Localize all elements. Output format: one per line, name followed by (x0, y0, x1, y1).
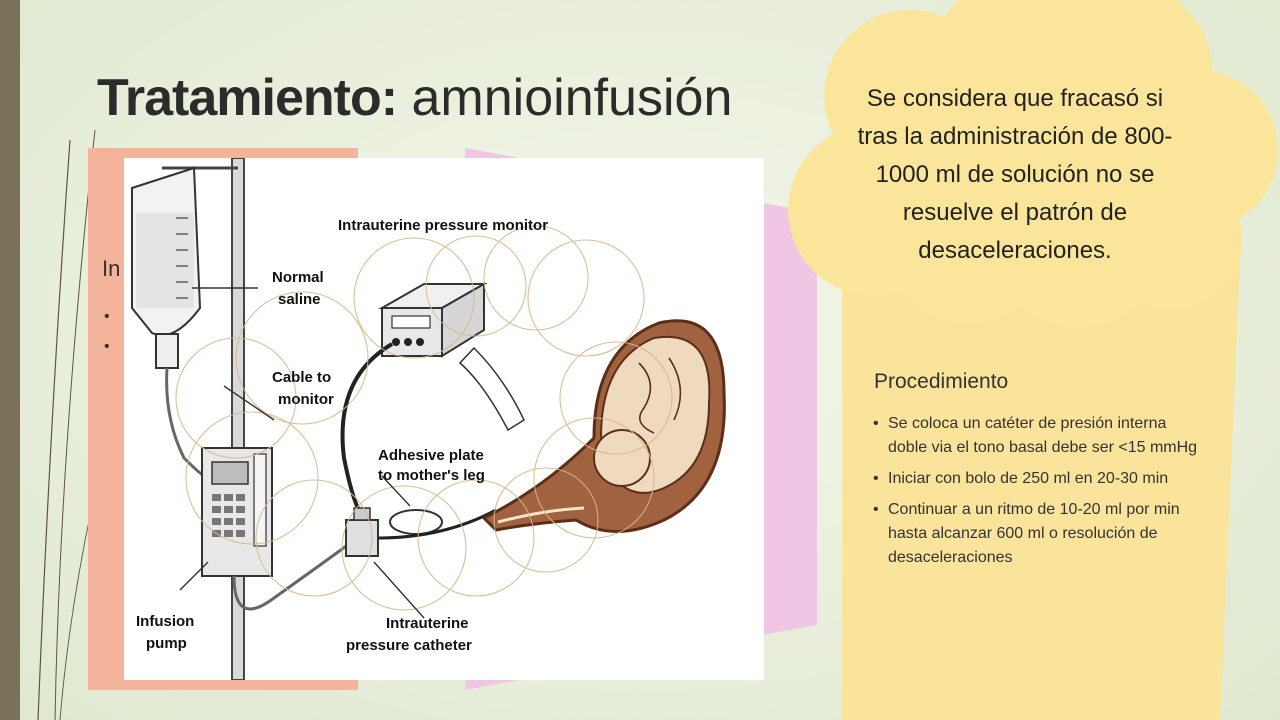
callout-text: Se considera que fracasó si tras la administración de 800-1000 ml de solución no se resuelve el patrón de desaceleraciones. (857, 85, 1173, 264)
diagram-label-catheter-2: pressure catheter (346, 637, 472, 654)
list-item: • Se coloca un catéter de presión interna doble via el tono basal debe ser <15 mmHg (888, 412, 1202, 460)
list-item: • Continuar a un ritmo de 10-20 ml por min hasta alcanzar 600 ml o resolución de desaceleraciones (888, 498, 1202, 570)
diagram-label-saline-2: saline (278, 291, 321, 308)
diagram-label-cable-1: Cable to (272, 369, 332, 386)
left-panel-bullets: • • (104, 308, 110, 355)
diagram-label-monitor: Intrauterine pressure monitor (338, 217, 549, 234)
diagram-label-plate-1: Adhesive plate (378, 447, 484, 464)
amnioinfusion-illustration (124, 158, 764, 680)
diagram-label-plate-2: to mother's leg (378, 467, 485, 484)
diagram-label-saline-1: Normal (272, 269, 324, 286)
procedure-list (872, 412, 1202, 570)
list-item: • Iniciar con bolo de 250 ml en 20-30 min (888, 467, 1202, 491)
diagram-label-cable-2: monitor (278, 391, 334, 408)
diagram-label-catheter-1: Intrauterine (386, 615, 469, 632)
left-panel-heading: In (102, 256, 121, 281)
slide-title-bold: Tratamiento: (97, 69, 398, 127)
diagram-label-pump-2: pump (146, 635, 187, 652)
amnioinfusion-diagram (124, 158, 764, 680)
slide-title (97, 68, 732, 128)
slide-title-rest: amnioinfusión (397, 69, 733, 127)
procedure-section (872, 370, 1202, 577)
diagram-label-pump-1: Infusion (136, 613, 195, 630)
procedure-heading: Procedimiento (874, 370, 1009, 393)
